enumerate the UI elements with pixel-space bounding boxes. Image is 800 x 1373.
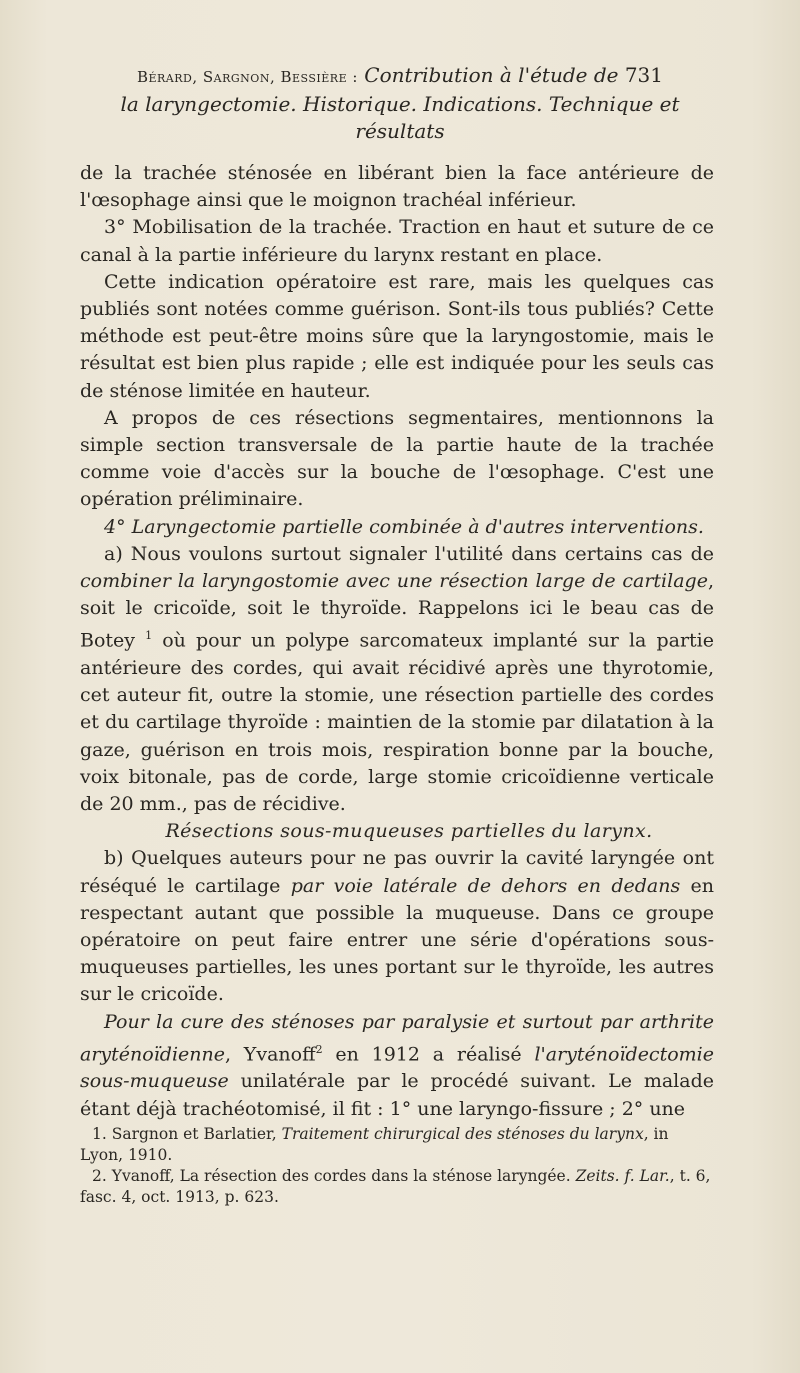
p8-italic-a: Pour la cure des sténoses par paralysie et surtout par arthrite aryténoïdienne (80, 1010, 714, 1066)
section-title: Résections sous-muqueuses partielles du larynx. (165, 820, 653, 843)
paragraph-4: A propos de ces résections segmentaires, mentionnons la simple section transversale de la partie haute de la trachée comme voie d'accès sur la bouche de l'œsophage. C'est une opération préliminaire. (80, 406, 714, 511)
paragraph-1: de la trachée sténosée en libérant bien la face antérieure de l'œsophage ainsi que le moignon trachéal inférieur. (80, 162, 714, 212)
p7-text-c: en respectant autant que possible la muqueuse. Dans ce groupe opératoire on peut faire entrer une série d'opérations sous-muqueuses partielles, les unes portant sur le thyroïde, les autres sur le cricoïde. (80, 874, 714, 1006)
p7-text-a: b) Quelques auteurs pour ne pas ouvrir la cavité laryngée ont réséqué le cartilage (80, 847, 714, 897)
footnote-1 (80, 1124, 714, 1166)
p6-italic-b: combiner la laryngostomie avec une résection large de cartilage (80, 570, 708, 593)
paragraph-3: Cette indication opératoire est rare, mais les quelques cas publiés sont notées comme guérison. Sont-ils tous publiés? Cette méthode est peut-être moins sûre que la laryngostomie, mais le résultat est bien plus rapide ; elle est indiquée pour les seuls cas de sténose limitée en hauteur. (80, 270, 714, 402)
footnote-1-text-a: 1. Sargnon et Barlatier, (92, 1125, 277, 1143)
body-text (80, 160, 714, 1123)
paragraph-5-heading: 4° Laryngectomie partielle combinée à d'autres interventions. (104, 515, 704, 538)
page-number: 731 (624, 63, 664, 87)
footnote-2-text-c: , t. 6, fasc. 4, oct. 1913, p. 623. (80, 1167, 711, 1206)
paragraph-7 (80, 845, 714, 1008)
p8-text-e: unilatérale par le procédé suivant. Le malade étant déjà trachéotomisé, il fit : 1° une laryngo-fissure ; 2° une (80, 1070, 714, 1120)
p6-text-c: , soit le cricoïde, soit le thyroïde. Rappelons ici le beau cas de Botey (80, 570, 714, 652)
footnote-ref-2: 2 (315, 1042, 323, 1056)
running-header (80, 62, 720, 145)
p6-text-d: où pour un polype sarcomateux implanté sur la partie antérieure des cordes, qui avait récidivé après une thyrotomie, cet auteur fit, outre la stomie, une résection partielle des cordes et du cartilage thyroïde : maintien de la stomie par dilatation à la gaze, guérison en trois mois, respiration bonne par la bouche, voix bitonale, pas de corde, large stomie cricoïdienne verticale de 20 mm., pas de récidive. (80, 629, 714, 815)
header-title-line1: Contribution à l'étude de (364, 63, 619, 87)
paragraph-8 (80, 1009, 714, 1123)
footnote-2-italic: Zeits. f. Lar. (575, 1167, 670, 1185)
paragraph-6 (80, 541, 714, 818)
header-title-line2: la laryngectomie. Historique. Indications. Technique et (120, 92, 680, 116)
header-authors: Bérard, Sargnon, Bessière : (136, 68, 358, 86)
p8-text-b: , Yvanoff (224, 1043, 316, 1066)
footnote-1-italic: Traitement chirurgical des sténoses du larynx (281, 1125, 644, 1143)
footnote-ref-1: 1 (145, 629, 153, 643)
paragraph-2: 3° Mobilisation de la trachée. Traction en haut et suture de ce canal à la partie inférieure du larynx restant en place. (80, 216, 714, 266)
footnotes (80, 1124, 714, 1208)
p8-italic-d: l'aryténoïdectomie sous-muqueuse (80, 1043, 714, 1093)
footnote-1-text-c: , in Lyon, 1910. (80, 1125, 669, 1164)
footnote-2-text-a: 2. Yvanoff, La résection des cordes dans la sténose laryngée. (92, 1167, 571, 1185)
footnote-2 (80, 1166, 714, 1208)
p7-italic-b: par voie latérale de dehors en dedans (290, 874, 681, 897)
header-title-line3: résultats (355, 119, 445, 143)
p8-text-c: en 1912 a réalisé (335, 1043, 522, 1066)
p6-text-a: a) Nous voulons surtout signaler l'utilité dans certains cas de (104, 542, 714, 565)
